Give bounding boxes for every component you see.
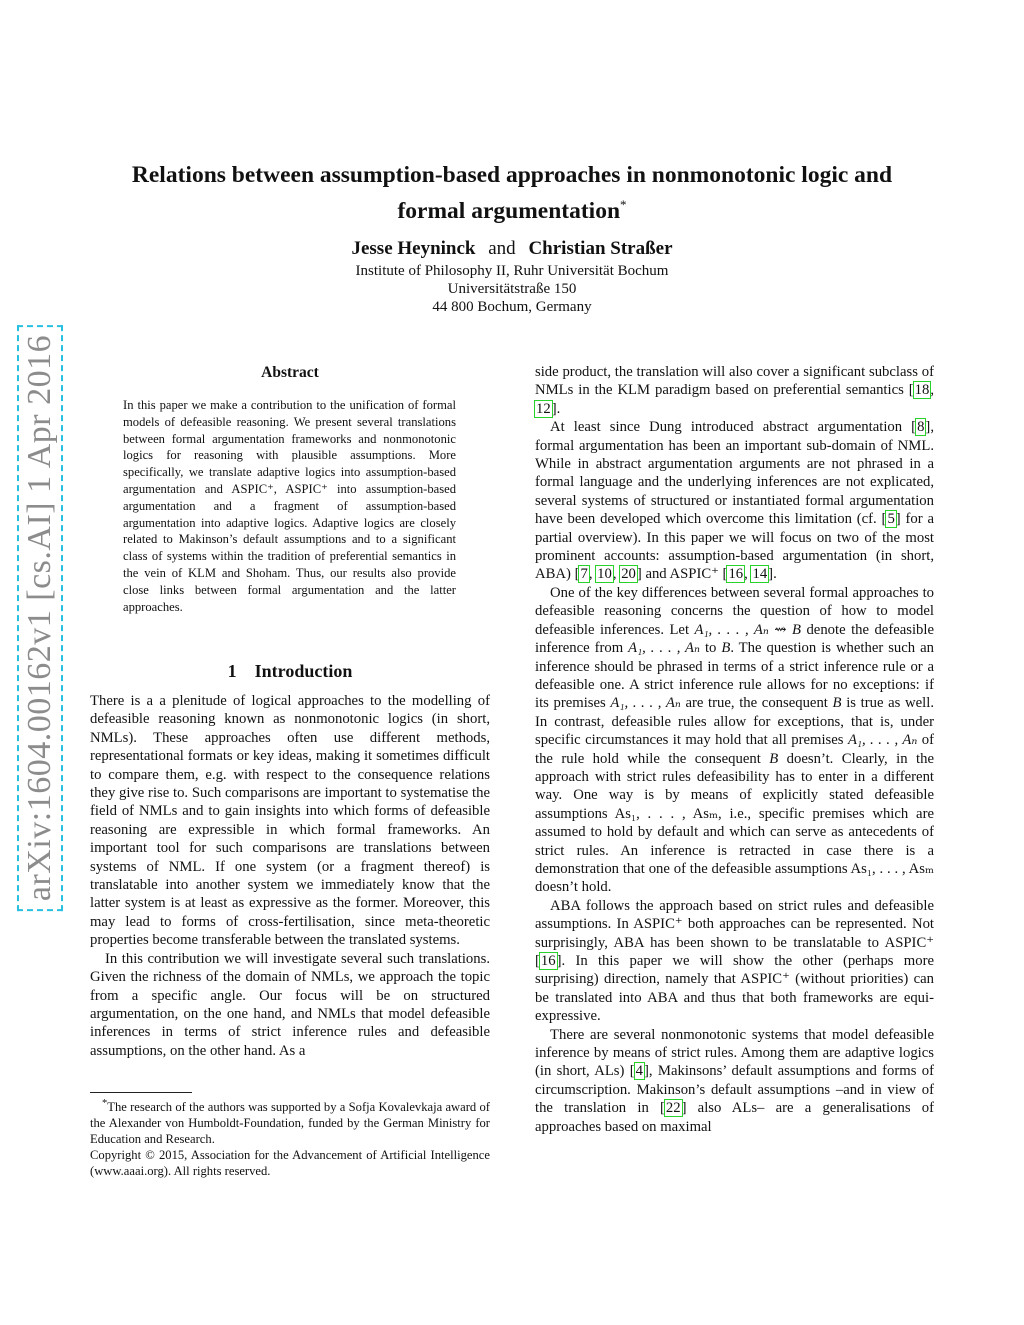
math-premises: A₁, . . . , Aₙ bbox=[847, 732, 918, 749]
citation-12[interactable]: 12 bbox=[536, 400, 551, 417]
right-paragraph-2: At least since Dung introduced abstract argumentation [8], formal argumentation has been an important sub-domain of NML. While in abstract argumentation arguments are not phrased in a formal language and the underlying inferences are not explicated, several systems of structured or instantiated formal argumentation have been developed which overcome this limitation (cf. [5] for a partial overview). In this paper we will focus on two of the most prominent accounts: assumption-based argumentation (in short, ABA) [7, 10, 20] and ASPIC⁺ [16, 14]. bbox=[535, 419, 934, 583]
math-assumptions: As₁, . . . , Asₘ bbox=[614, 805, 718, 822]
footnote-rule bbox=[90, 1092, 192, 1093]
left-column bbox=[90, 692, 490, 1060]
right-column bbox=[535, 363, 934, 1136]
intro-paragraph-1: There is a a plenitude of logical approaches to the modelling of defeasible reasoning known as nonmonotonic logics (in short, NMLs). These approaches often use different methods, representational formats or key ideas, making it sometimes difficult to compare them, e.g. with respect to the consequence relations they give rise to. Such comparisons are important to systematise the field of NMLs and to gain insights into which forms of defeasible reasoning are expressible in which formal frameworks. An important tool for such comparisons are translations between systems of NML. If one system (or a fragment thereof) is translatable into another system we immediately know that the latter system is at least as expressive as the former. Moreover, this may lead to forms of cross-fertilisation, since meta-theoretic properties become transferable between the translated systems. bbox=[90, 693, 490, 949]
section-title: Introduction bbox=[254, 661, 353, 681]
citation-14[interactable]: 14 bbox=[752, 566, 768, 583]
arxiv-identifier[interactable]: arXiv:1604.00162v1 [cs.AI] 1 Apr 2016 bbox=[17, 325, 63, 911]
title-line-1: Relations between assumption-based approaches in nonmonotonic logic and bbox=[131, 162, 893, 188]
affiliation-line-1: Institute of Philosophy II, Ruhr Universität Bochum bbox=[355, 263, 669, 279]
author-line bbox=[100, 238, 924, 260]
citation-22[interactable]: 22 bbox=[665, 1100, 681, 1117]
citation-8[interactable]: 8 bbox=[917, 419, 925, 436]
affiliation bbox=[100, 262, 924, 316]
citation-16[interactable]: 16 bbox=[540, 953, 556, 969]
math-assumptions: As₁, . . . , Asₘ bbox=[850, 860, 934, 877]
abstract-body: In this paper we make a contribution to the unification of formal models of defeasible reasoning. We present several translations between formal argumentation frameworks and nonmonotonic logics for reasoning with plausible assumptions. More specifically, we translate adaptive logics into assumption-based argumentation and ASPIC⁺, ASPIC⁺ into assumption-based argumentation and a fragment of assumption-based argumentation into adaptive logics. Adaptive logics are closely related to Makinson’s default assumptions and to a significant class of systems within the tradition of preferential semantics in the vein of KLM and Shoham. Thus, our results also provide close links between formal argumentation and the latter approaches. bbox=[123, 398, 456, 614]
copyright-notice: Copyright © 2015, Association for the Advancement of Artificial Intelligence (www.aaai.org). All rights reserved. bbox=[90, 1148, 490, 1179]
affiliation-line-3: 44 800 Bochum, Germany bbox=[432, 299, 592, 315]
citation-10[interactable]: 10 bbox=[597, 566, 612, 583]
math-consequent: B bbox=[721, 640, 731, 657]
author-1: Jesse Heyninck bbox=[351, 238, 476, 259]
section-number: 1 bbox=[227, 661, 237, 681]
math-premises: A₁, . . . , Aₙ bbox=[610, 695, 681, 712]
right-paragraph-3: One of the key differences between several formal approaches to defeasible reasoning concerns the question of how to model defeasible inferences. Let A₁, . . . , Aₙ ⇝ B denote the defeasible inference from A₁, . . . , Aₙ to B. The question is whether such an inference should be phrased in terms of a strict inference rule or a defeasible one. A strict inference rule allows for no exceptions: if its premises A₁, . . . , Aₙ are true, the consequent B is true as well. In contrast, defeasible rules allow for exceptions, that is, under specific circumstances it may hold that all premises A₁, . . . , Aₙ of the rule hold while the consequent B doesn’t. Clearly, in the approach with strict rules defeasibility has to enter in a different way. One way is by means of explicitly stated defeasible assumptions As₁, . . . , Asₘ, i.e., specific premises which are assumed to hold by default and which can serve as antecedents of strict rules. An inference is retracted in case there is a demonstration that one of the defeasible assumptions As₁, . . . , Asₘ doesn’t hold. bbox=[535, 584, 934, 896]
citation-5[interactable]: 5 bbox=[887, 511, 895, 528]
footnote-text: The research of the authors was supported by a Sofja Kovalevkaja award of the Alexander von Humboldt-Foundation, funded by the German Ministry for Education and Research. bbox=[90, 1100, 490, 1147]
math-defeasible-inference: A₁, . . . , Aₙ ⇝ B bbox=[694, 621, 802, 638]
math-premises: A₁, . . . , Aₙ bbox=[628, 640, 700, 657]
right-paragraph-1: side product, the translation will also cover a significant subclass of NMLs in the KLM paradigm based on preferential semantics [18, 12]. bbox=[535, 364, 934, 417]
intro-paragraph-2: In this contribution we will investigate several such translations. Given the richness of the domain of NMLs, we approach the topic from a specific angle. Our focus will be on structured argumentation, on the one hand, and NMLs that model defeasible inferences in terms of strict inference rules and defeasible assumptions, on the other hand. As a bbox=[90, 950, 490, 1059]
citation-4[interactable]: 4 bbox=[635, 1063, 643, 1080]
math-consequent: B bbox=[832, 695, 842, 712]
citation-20[interactable]: 20 bbox=[621, 566, 636, 583]
abstract-heading: Abstract bbox=[261, 364, 319, 381]
footnote-funding bbox=[90, 1096, 490, 1147]
title-line-2 bbox=[100, 190, 924, 226]
title-footnote-mark: * bbox=[620, 197, 627, 212]
author-conjunction: and bbox=[488, 238, 516, 259]
footnote bbox=[90, 1096, 490, 1179]
section-heading bbox=[90, 661, 490, 682]
affiliation-line-2: Universitätstraße 150 bbox=[447, 281, 577, 297]
paper-title bbox=[100, 160, 924, 226]
citation-7[interactable]: 7 bbox=[580, 566, 588, 583]
citation-18[interactable]: 18 bbox=[914, 382, 930, 399]
math-consequent: B bbox=[769, 750, 779, 767]
arxiv-sidebar bbox=[18, 334, 62, 902]
right-paragraph-5: There are several nonmonotonic systems that model defeasible inference by means of strict rules. Among them are adaptive logics (in short, ALs) [4], Makinsons’ default assumptions and forms of circumscription. Makinson’s default assumptions –and in view of the translation in [22] also ALs– are a generalisations of approaches based on maximal bbox=[535, 1026, 934, 1135]
right-paragraph-4: ABA follows the approach based on strict rules and defeasible assumptions. In ASPIC⁺ both approaches can be represented. Not surprisingly, ABA has been shown to be translatable to ASPIC⁺ [16]. In this paper we will show the other (perhaps more surprising) direction, namely that ASPIC⁺ (without priorities) can be translated into ABA and thus that both frameworks are equi-expressive. bbox=[535, 897, 934, 1025]
title-line-2-text: formal argumentation bbox=[397, 197, 621, 224]
author-2: Christian Straßer bbox=[528, 238, 673, 259]
footnote-mark: * bbox=[102, 1098, 108, 1109]
citation-16[interactable]: 16 bbox=[728, 566, 744, 583]
